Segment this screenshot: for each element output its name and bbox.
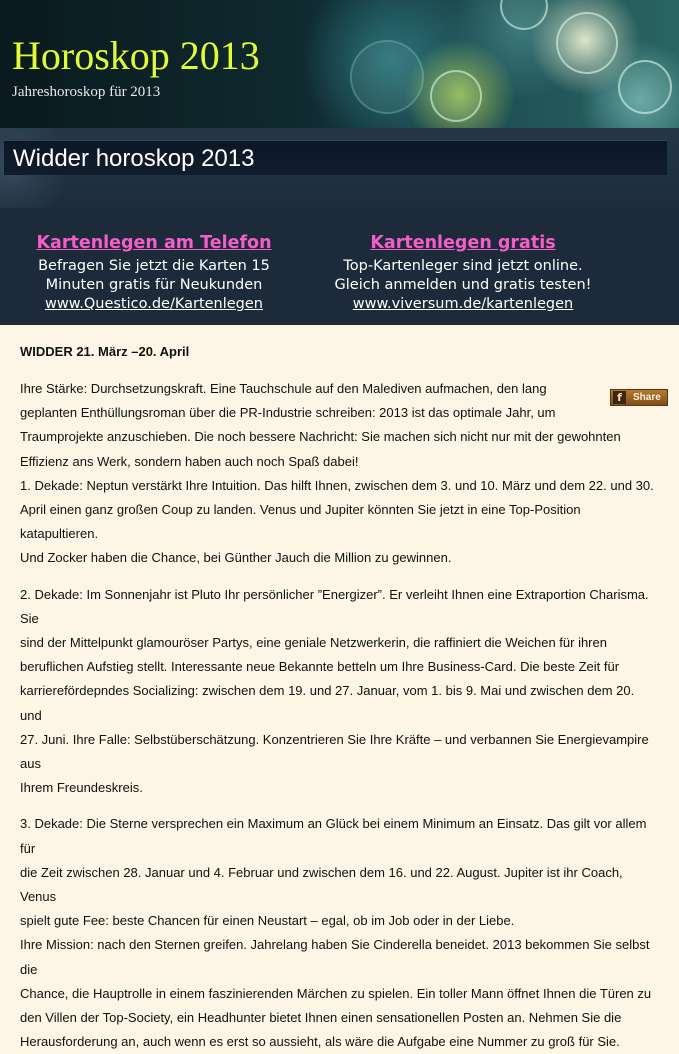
text-line: Herausforderung an, auch wenn es erst so aussieht, als wäre die Aufgabe eine Nummer zu groß für Sie.: [20, 1034, 620, 1050]
share-label: Share: [633, 392, 661, 403]
ad-url-link[interactable]: www.viversum.de/kartenlegen: [352, 296, 574, 312]
header-bokeh: [350, 40, 424, 114]
horoscope-paragraph: [20, 812, 659, 1054]
ad-banner: [0, 208, 679, 325]
header-bokeh: [430, 70, 482, 122]
ad-text: Befragen Sie jetzt die Karten 15: [38, 258, 270, 274]
horoscope-content: [0, 325, 679, 1054]
horoscope-paragraph: [20, 377, 659, 571]
ad-text: Minuten gratis für Neukunden: [45, 277, 263, 293]
text-line: Effizienz ans Werk, sondern haben auch noch Spaß dabei!: [20, 453, 359, 469]
text-line: geplanten Enthüllungsroman über die PR-Industrie schreiben: 2013 ist das optimale Jahr, um: [20, 405, 556, 421]
ad-url-link[interactable]: www.Questico.de/Kartenlegen: [44, 296, 264, 312]
ad-title-link[interactable]: Kartenlegen am Telefon: [36, 233, 272, 253]
text-line: sind der Mittelpunkt glamouröser Partys, eine geniale Netzwerkerin, die raffiniert die Weichen für ihren: [20, 635, 607, 651]
site-header: [0, 0, 679, 128]
header-bokeh: [556, 12, 618, 74]
ad-title-link[interactable]: Kartenlegen gratis: [370, 233, 556, 253]
text-line: die Zeit zwischen 28. Januar und 4. Februar und zwischen dem 16. und 22. August. Jupiter ist ihr Coach, Venus: [20, 864, 623, 905]
ad-block: [313, 230, 613, 314]
text-line: Und Zocker haben die Chance, bei Günther Jauch die Million zu gewinnen.: [20, 550, 452, 566]
text-line: karrierefördерndes Socializing: zwischen dem 19. und 27. Januar, vom 1. bis 9. Mai und zwischen dem 20. und: [20, 683, 635, 723]
text-line: den Villen der Top-Society, ein Headhunter bietet Ihnen einen sensationellen Posten an. Nehmen Sie die: [20, 1010, 622, 1026]
text-line: 3. Dekade: Die Sterne versprechen ein Maximum an Glück bei einem Minimum an Einsatz. Das gilt vor allem für: [20, 816, 647, 856]
horoscope-paragraph: [20, 583, 659, 801]
page-title-bar: [0, 128, 679, 208]
page-title-box: [4, 140, 667, 175]
text-line: 27. Juni. Ihre Falle: Selbstüberschätzung. Konzentrieren Sie Ihre Kräfte – und verbannen Sie Energievampire aus: [20, 731, 649, 772]
page-title: Widder horoskop 2013: [13, 145, 255, 172]
site-title[interactable]: Horoskop 2013: [12, 33, 260, 78]
facebook-icon: f: [613, 391, 626, 404]
site-subtitle: Jahreshoroskop für 2013: [12, 84, 161, 100]
ad-text: Gleich anmelden und gratis testen!: [334, 277, 592, 293]
text-line: 2. Dekade: Im Sonnenjahr ist Pluto Ihr persönlicher ”Energizer”. Er verleiht Ihnen eine Extraportion Charisma. Sie: [20, 586, 649, 626]
text-line: spielt gute Fee: beste Chancen für einen Neustart – egal, ob im Job oder in der Liebe.: [20, 913, 515, 929]
text-line: Ihre Mission: nach den Sternen greifen. Jahrelang haben Sie Cinderella beneidet. 2013 bekommen Sie selbst die: [20, 937, 650, 977]
ad-block: [4, 230, 304, 314]
ad-text: Top-Kartenleger sind jetzt online.: [343, 258, 583, 274]
text-line: April einen ganz großen Coup zu landen. Venus und Jupiter könnten Sie jetzt in eine Top-Position katapultieren.: [20, 502, 581, 542]
text-line: beruflichen Aufstieg stellt. Interessante neue Bekannte betteln um Ihre Business-Card. Die beste Zeit für: [20, 659, 620, 675]
text-line: Ihrem Freundeskreis.: [20, 780, 143, 796]
text-line: Traumprojekte anzuschieben. Die noch bessere Nachricht: Sie machen sich nicht nur mit der gewohnten: [20, 429, 621, 445]
text-line: Ihre Stärke: Durchsetzungskraft. Eine Tauchschule auf den Malediven aufmachen, den lang: [20, 381, 547, 396]
text-line: Chance, die Hauptrolle in einem faszinierenden Märchen zu spielen. Ein toller Mann öffnet Ihnen die Türen zu: [20, 985, 652, 1001]
header-bokeh: [618, 60, 672, 114]
header-bokeh: [500, 0, 548, 30]
facebook-share-button[interactable]: [610, 389, 668, 406]
sign-heading: WIDDER 21. März –20. April: [20, 344, 190, 359]
text-line: 1. Dekade: Neptun verstärkt Ihre Intuition. Das hilft Ihnen, zwischen dem 3. und 10. März und dem 22. und 30.: [20, 477, 654, 493]
